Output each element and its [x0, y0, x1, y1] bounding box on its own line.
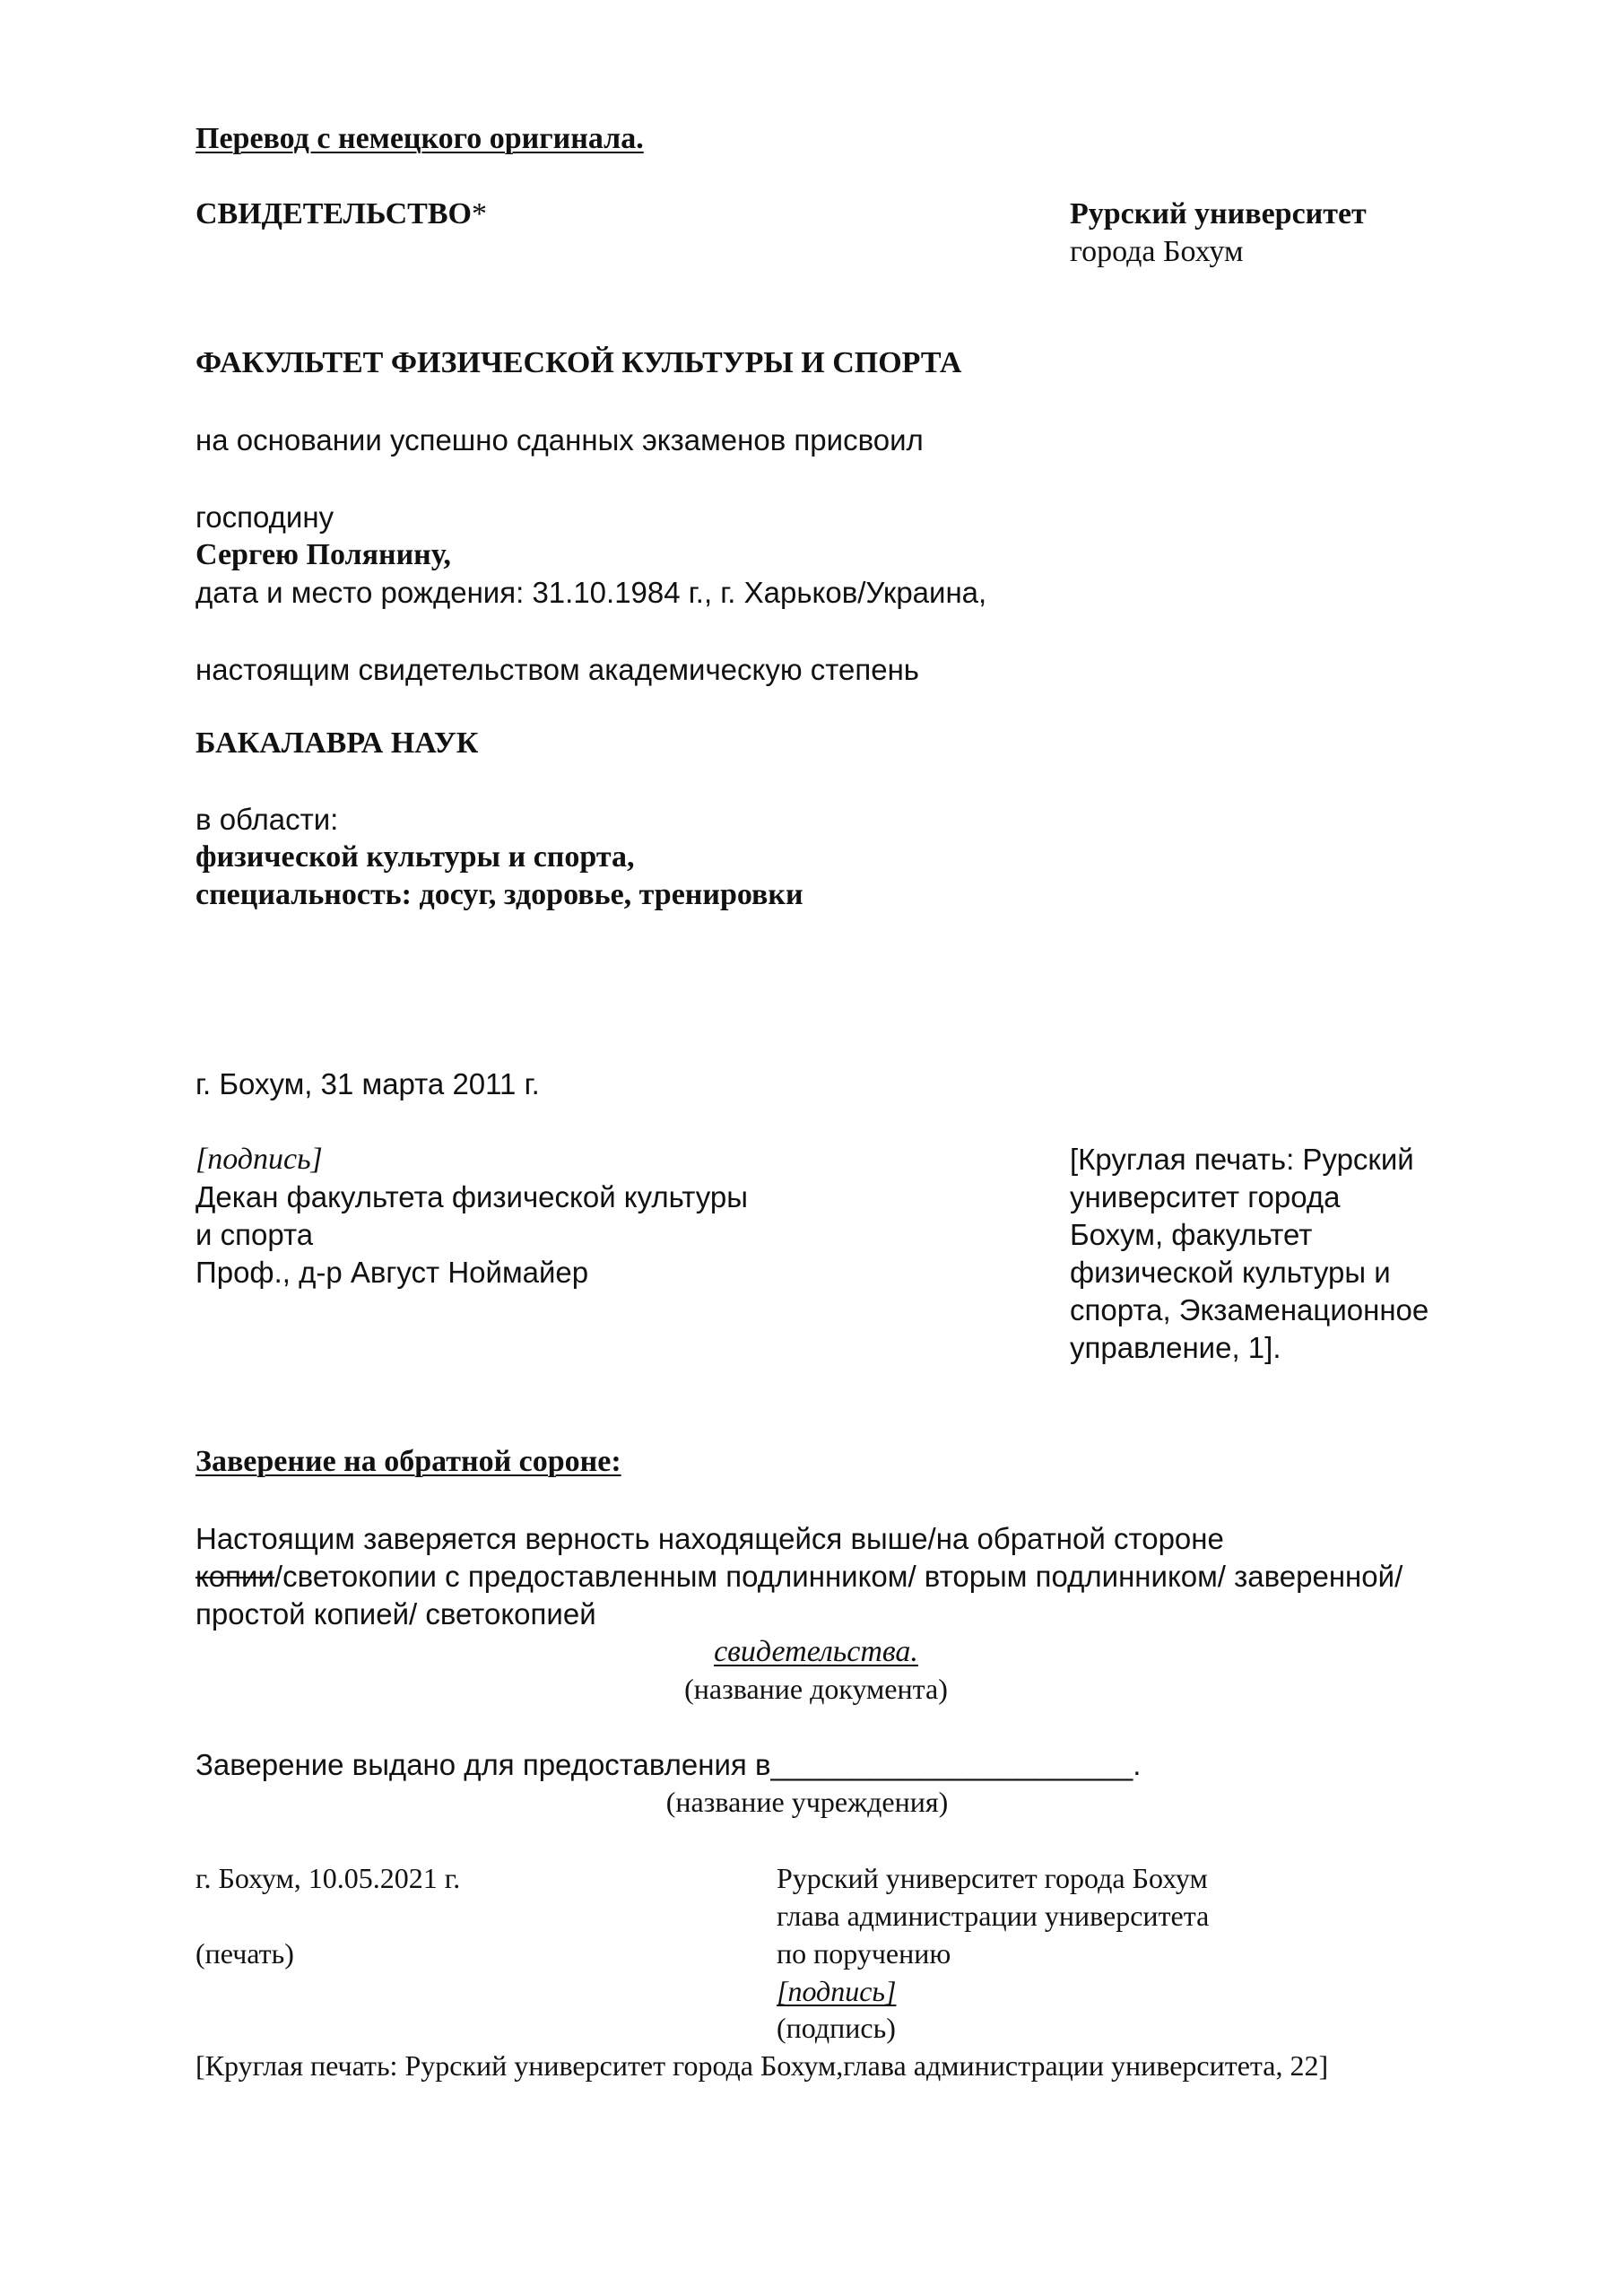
signer-line-3: по поручению — [777, 1937, 951, 1970]
faculty-title: ФАКУЛЬТЕТ ФИЗИЧЕСКОЙ КУЛЬТУРЫ И СПОРТА — [195, 346, 962, 379]
salutation: господину — [195, 500, 334, 534]
final-seal: [Круглая печать: Рурский университет города Бохум,глава администрации университета, 22] — [195, 2049, 1329, 2082]
seal-line-3: Бохум, факультет — [1070, 1218, 1313, 1251]
basis-text: на основании успешно сданных экзаменов присвоил — [195, 423, 924, 457]
issued-for — [195, 1746, 1141, 1784]
seal-line-2: университет города — [1070, 1180, 1341, 1213]
field-line-1: физической культуры и спорта, — [195, 840, 635, 874]
field-line-2: специальность: досуг, здоровье, тренировки — [195, 878, 803, 911]
signer-line-1: Рурский университет города Бохум — [777, 1862, 1208, 1894]
dean-name: Проф., д-р Август Ноймайер — [195, 1256, 589, 1289]
seal-line-6: управление, 1]. — [1070, 1331, 1281, 1364]
dean-title-line-2: и спорта — [195, 1218, 314, 1251]
signer-line-2: глава администрации университета — [777, 1900, 1210, 1932]
document-caption: (название документа) — [684, 1673, 948, 1705]
signer-signature: [подпись] — [777, 1975, 897, 2007]
attestation-heading: Заверение на обратной сороне: — [195, 1445, 621, 1478]
university-city: города Бохум — [1070, 235, 1244, 268]
certify-text: настоящим свидетельством академическую степень — [195, 653, 920, 686]
issued-for-text: Заверение выдано для предоставления в — [195, 1748, 771, 1781]
institution-caption: (название учреждения) — [665, 1786, 949, 1818]
field-label: в области: — [195, 803, 339, 836]
institution-blank: ______________________. — [770, 1748, 1142, 1781]
document-title — [195, 196, 487, 233]
issue-place-date: г. Бохум, 31 марта 2011 г. — [195, 1067, 540, 1100]
document-name: свидетельства. — [714, 1635, 918, 1668]
attestation-line-2 — [195, 1558, 1403, 1596]
stamp-label: (печать) — [195, 1937, 294, 1970]
dean-signature: [подпись] — [195, 1143, 323, 1176]
seal-line-4: физической культуры и — [1070, 1256, 1391, 1289]
attestation-line-1: Настоящим заверяется верность находящейся выше/на обратной стороне — [195, 1522, 1224, 1555]
struck-word: копии — [195, 1560, 274, 1593]
signer-caption: (подпись) — [777, 2012, 896, 2044]
document-title-text: СВИДЕТЕЛЬСТВО — [195, 197, 472, 230]
translation-note: Перевод с немецкого оригинала. — [195, 122, 644, 155]
university-name: Рурский университет — [1070, 197, 1367, 230]
dean-title-line-1: Декан факультета физической культуры — [195, 1180, 748, 1213]
attestation-line-3: простой копией/ светокопией — [195, 1597, 596, 1631]
seal-line-1: [Круглая печать: Рурский — [1070, 1143, 1414, 1176]
attestation-line-2-rest: /светокопии с предоставленным подлинником/ вторым подлинником/ заверенной/ — [274, 1560, 1403, 1593]
degree-title: БАКАЛАВРА НАУК — [195, 726, 479, 760]
footnote-mark: * — [471, 197, 487, 230]
seal-line-5: спорта, Экзаменационное — [1070, 1293, 1429, 1326]
birth-info: дата и место рождения: 31.10.1984 г., г. Харьков/Украина, — [195, 576, 987, 609]
recipient-name: Сергею Полянину, — [195, 538, 451, 571]
attestation-place-date: г. Бохум, 10.05.2021 г. — [195, 1862, 461, 1894]
